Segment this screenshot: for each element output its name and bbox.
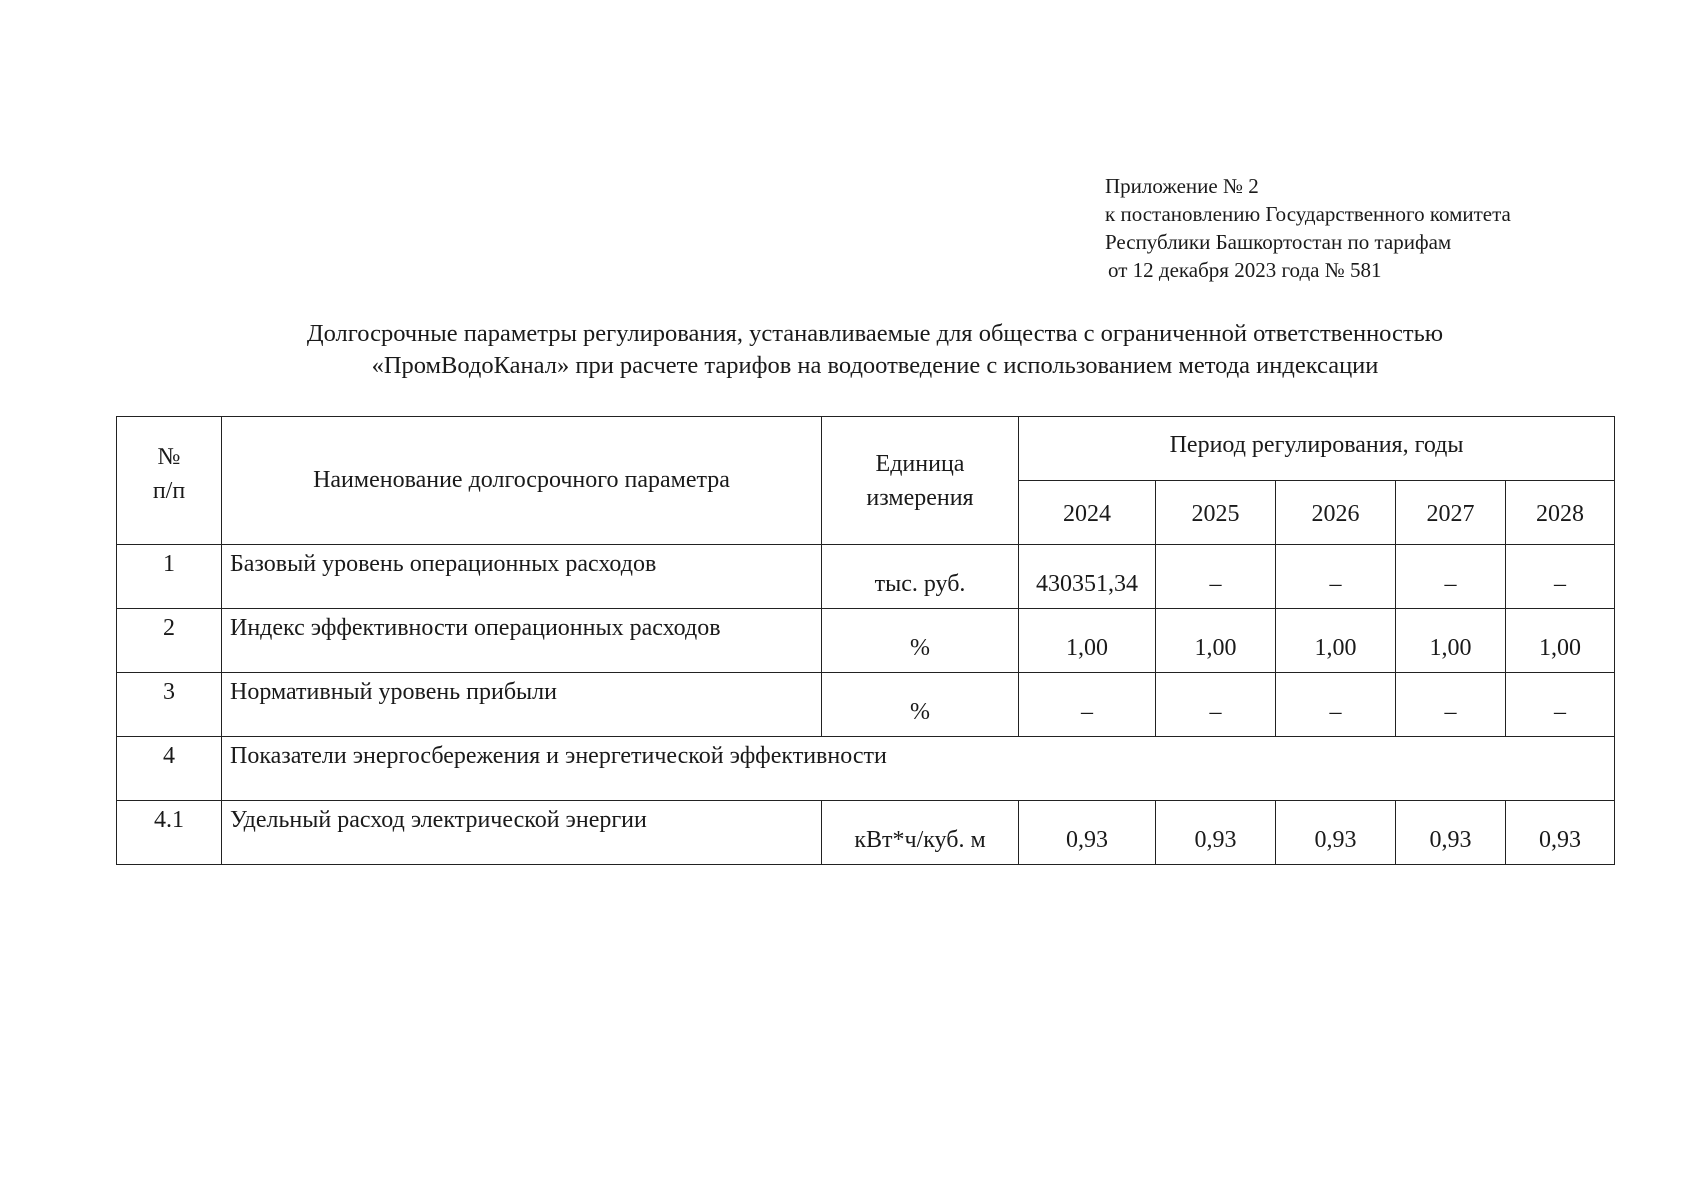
row-unit: кВт*ч/куб. м xyxy=(822,801,1019,865)
header-unit-cell xyxy=(822,417,1019,545)
appendix-line-2: к постановлению Государственного комитета xyxy=(1105,202,1511,226)
row-value: 0,93 xyxy=(1276,801,1396,865)
row-unit: % xyxy=(822,673,1019,737)
appendix-block xyxy=(1105,172,1665,284)
row-value: – xyxy=(1156,545,1276,609)
title-line-2: «ПромВодоКанал» при расчете тарифов на водоотведение с использованием метода индексации xyxy=(371,352,1379,379)
row-value: – xyxy=(1019,673,1156,737)
row-name: Показатели энергосбережения и энергетической эффективности xyxy=(222,737,1615,801)
row-value: 0,93 xyxy=(1156,801,1276,865)
header-year-2024: 2024 xyxy=(1019,481,1156,545)
row-value: – xyxy=(1156,673,1276,737)
title-line-1: Долгосрочные параметры регулирования, устанавливаемые для общества с ограниченной ответственностью xyxy=(306,320,1444,347)
header-num-cell xyxy=(117,417,222,545)
table-header-row xyxy=(117,417,1615,481)
header-name-cell: Наименование долгосрочного параметра xyxy=(222,417,822,545)
header-year-2025: 2025 xyxy=(1156,481,1276,545)
row-unit: % xyxy=(822,609,1019,673)
appendix-line-3: Республики Башкортостан по тарифам xyxy=(1105,230,1452,254)
row-value: 0,93 xyxy=(1019,801,1156,865)
header-year-2027: 2027 xyxy=(1396,481,1506,545)
row-num: 3 xyxy=(117,673,222,737)
table-row xyxy=(117,545,1615,609)
header-unit-line-2: измерения xyxy=(866,484,974,511)
header-year-2028: 2028 xyxy=(1506,481,1615,545)
header-year-2026: 2026 xyxy=(1276,481,1396,545)
header-num-symbol: № xyxy=(157,443,181,470)
row-value: 1,00 xyxy=(1276,609,1396,673)
row-value: 1,00 xyxy=(1019,609,1156,673)
document-title xyxy=(150,318,1600,382)
row-name: Индекс эффективности операционных расходов xyxy=(222,609,822,673)
row-value: – xyxy=(1396,545,1506,609)
row-num: 2 xyxy=(117,609,222,673)
row-num: 4 xyxy=(117,737,222,801)
row-num: 4.1 xyxy=(117,801,222,865)
row-value: – xyxy=(1506,673,1615,737)
row-name: Базовый уровень операционных расходов xyxy=(222,545,822,609)
row-name: Нормативный уровень прибыли xyxy=(222,673,822,737)
appendix-line-1: Приложение № 2 xyxy=(1105,174,1259,198)
appendix-line-4: от 12 декабря 2023 года № 581 xyxy=(1108,258,1382,282)
row-name: Удельный расход электрической энергии xyxy=(222,801,822,865)
row-unit: тыс. руб. xyxy=(822,545,1019,609)
row-value: 0,93 xyxy=(1396,801,1506,865)
row-value: – xyxy=(1396,673,1506,737)
row-num: 1 xyxy=(117,545,222,609)
parameters-table xyxy=(116,416,1615,865)
row-value: 1,00 xyxy=(1156,609,1276,673)
row-value: 1,00 xyxy=(1506,609,1615,673)
row-value: 0,93 xyxy=(1506,801,1615,865)
table-row xyxy=(117,609,1615,673)
table-row xyxy=(117,737,1615,801)
row-value: – xyxy=(1506,545,1615,609)
table-row xyxy=(117,673,1615,737)
row-value: – xyxy=(1276,673,1396,737)
row-value: 430351,34 xyxy=(1019,545,1156,609)
header-num-label: п/п xyxy=(152,477,186,504)
row-value: 1,00 xyxy=(1396,609,1506,673)
table-row xyxy=(117,801,1615,865)
row-value: – xyxy=(1276,545,1396,609)
header-unit-line-1: Единица xyxy=(875,450,965,477)
header-period-cell: Период регулирования, годы xyxy=(1019,417,1615,481)
